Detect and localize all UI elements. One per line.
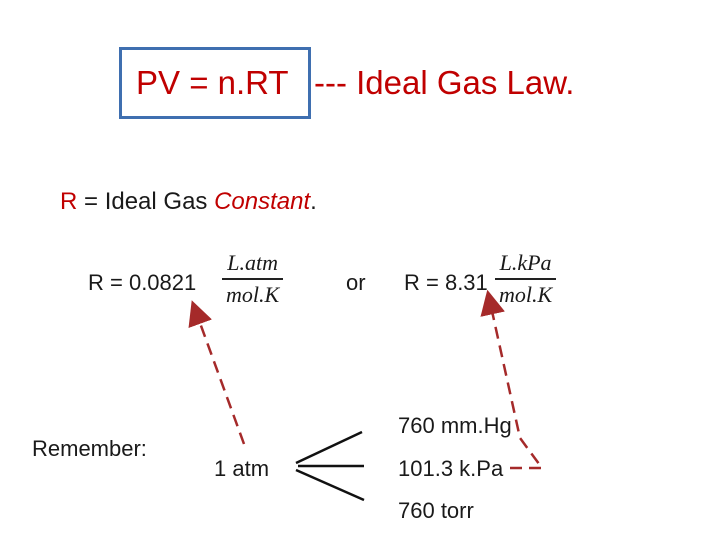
dashed-arrow-kpa [490, 302, 542, 468]
ideal-gas-law-label: --- Ideal Gas Law. [314, 64, 575, 101]
r-value-atm: R = 0.0821 [88, 270, 197, 295]
r-symbol: R [60, 188, 78, 215]
r-unit-atm-denominator: mol.K [226, 281, 280, 307]
equivalent-mmhg: 760 mm.Hg [398, 413, 512, 438]
connector-line-torr [296, 470, 364, 500]
equivalent-torr: 760 torr [398, 498, 474, 523]
constant-word: Constant [214, 188, 311, 215]
ideal-gas-equation: PV = n.RT [136, 64, 289, 101]
one-atm-label: 1 atm [214, 456, 270, 481]
connector-line-mmhg [296, 432, 362, 463]
constant-line-text: = Ideal Gas [77, 188, 215, 215]
dashed-arrow-atm [196, 312, 244, 444]
r-unit-kpa-denominator: mol.K [499, 281, 553, 307]
remember-label: Remember: [32, 436, 147, 461]
equivalent-kpa: 101.3 k.Pa [398, 456, 504, 481]
r-unit-atm-numerator: L.atm [227, 250, 278, 275]
r-unit-kpa-numerator: L.kPa [499, 250, 552, 275]
or-label: or [346, 270, 366, 295]
constant-period: . [310, 188, 317, 215]
r-value-kpa: R = 8.31 [404, 270, 488, 295]
